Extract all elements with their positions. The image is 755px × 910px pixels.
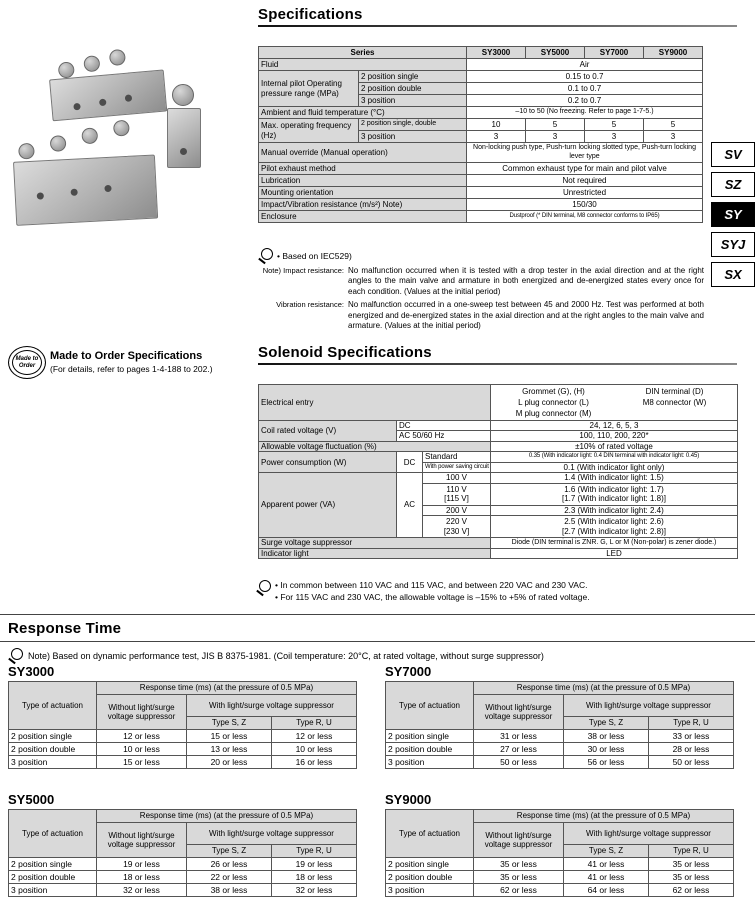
response-table-title: SY5000 xyxy=(8,792,55,807)
sol-label-surge: Surge voltage suppressor xyxy=(259,538,491,548)
rt-header-type: Type of actuation xyxy=(9,682,97,730)
sol-label-power: Power consumption (W) xyxy=(259,452,397,473)
spec-value-ambient: –10 to 50 (No freezing. Refer to page 1-7-5.) xyxy=(467,107,703,119)
electrical-entry-item: DIN terminal (D) xyxy=(645,387,704,396)
rt-header-sz: Type S, Z xyxy=(564,845,649,858)
spec-label-ambient: Ambient and fluid temperature (°C) xyxy=(259,107,467,119)
spec-value: 5 xyxy=(526,119,585,131)
rt-header-without: Without light/surge voltage suppressor xyxy=(97,695,187,730)
sol-sublabel-110v xyxy=(423,483,491,505)
rt-cell: 35 or less xyxy=(649,871,734,884)
sol-label-apparent: Apparent power (VA) xyxy=(259,473,397,538)
side-tab-sv: SV xyxy=(711,142,755,167)
rt-cell: 27 or less xyxy=(474,743,564,756)
rt-cell: 62 or less xyxy=(474,884,564,897)
rt-header-with: With light/surge voltage suppressor xyxy=(564,695,734,717)
rt-header-type: Type of actuation xyxy=(386,682,474,730)
rt-header-main: Response time (ms) (at the pressure of 0.5 MPa) xyxy=(474,682,734,695)
electrical-entry-col2 xyxy=(614,386,735,408)
valve-knob xyxy=(109,49,126,66)
spec-label-mounting: Mounting orientation xyxy=(259,187,467,199)
rt-cell: 50 or less xyxy=(649,756,734,769)
rt-cell: 12 or less xyxy=(97,730,187,743)
response-table xyxy=(385,809,734,897)
heading-rule xyxy=(258,363,737,365)
side-tab-sz: SZ xyxy=(711,172,755,197)
spec-value: 0.15 to 0.7 xyxy=(467,71,703,83)
sol-sublabel-power-saving: With power saving circuit xyxy=(423,462,491,472)
response-block-sy7000 xyxy=(385,664,734,769)
side-tab-sy: SY xyxy=(711,202,755,227)
made-to-order-subtitle: (For details, refer to pages 1-4-188 to 202.) xyxy=(50,364,213,374)
rt-header-main: Response time (ms) (at the pressure of 0.5 MPa) xyxy=(97,810,357,823)
spec-value: 3 xyxy=(526,131,585,143)
spec-header-model: SY9000 xyxy=(644,47,703,59)
rt-cell: 35 or less xyxy=(474,858,564,871)
sol-value-dc: 24, 12, 6, 5, 3 xyxy=(491,421,738,431)
spec-label-frequency: Max. operating frequency (Hz) xyxy=(259,119,359,143)
badge-text: Order xyxy=(18,362,36,369)
voltage-line: [230 V] xyxy=(443,526,470,536)
response-time-band xyxy=(0,614,755,642)
rt-header-ru: Type R, U xyxy=(649,845,734,858)
sol-value-fluctuation: ±10% of rated voltage xyxy=(491,441,738,451)
note-based-on: • Based on IEC529) xyxy=(277,250,352,261)
valve-knob xyxy=(18,143,35,160)
spec-sublabel: 2 position single xyxy=(359,71,467,83)
sol-value-indicator: LED xyxy=(491,548,738,558)
spec-value-enclosure: Dustproof (* DIN terminal, M8 connector conforms to IP65) xyxy=(467,211,703,223)
rt-cell: 20 or less xyxy=(187,756,272,769)
sol-value-220v xyxy=(491,516,738,538)
rt-header-with: With light/surge voltage suppressor xyxy=(564,823,734,845)
rt-cell: 32 or less xyxy=(272,884,357,897)
sol-value-100v: 1.4 (With indicator light: 1.5) xyxy=(491,473,738,483)
rt-row-label: 2 position single xyxy=(386,730,474,743)
sol-value-power-saving: 0.1 (With indicator light only) xyxy=(491,462,738,472)
sol-label-electrical: Electrical entry xyxy=(259,385,491,421)
sol-label-coil: Coil rated voltage (V) xyxy=(259,421,397,442)
sol-sublabel-apparent-ac: AC xyxy=(397,473,423,538)
rt-header-ru: Type R, U xyxy=(649,717,734,730)
electrical-entry-item: M plug connector (M) xyxy=(515,409,592,418)
response-block-sy5000 xyxy=(8,792,357,897)
response-table-title: SY9000 xyxy=(385,792,432,807)
note-impact-label: Note) Impact resistance: xyxy=(262,266,344,275)
sol-value-200v: 2.3 (With indicator light: 2.4) xyxy=(491,505,738,515)
response-table xyxy=(8,809,357,897)
rt-cell: 12 or less xyxy=(272,730,357,743)
rt-header-without: Without light/surge voltage suppressor xyxy=(474,695,564,730)
side-tab-syj: SYJ xyxy=(711,232,755,257)
spec-label-impact: Impact/Vibration resistance (m/s²) Note) xyxy=(259,199,467,211)
solenoid-note: • In common between 110 VAC and 115 VAC, and between 220 VAC and 230 VAC. xyxy=(275,580,588,590)
sol-value-standard: 0.35 (With indicator light: 0.4 DIN terminal with indicator light: 0.45) xyxy=(491,452,738,462)
response-time-note xyxy=(8,648,748,663)
rt-row-label: 2 position single xyxy=(386,858,474,871)
sol-label-indicator: Indicator light xyxy=(259,548,491,558)
spec-value: 150/30 xyxy=(467,199,703,211)
heading-rule xyxy=(258,25,737,27)
spec-label-manual: Manual override (Manual operation) xyxy=(259,143,467,163)
magnifier-icon xyxy=(258,248,274,263)
sol-value-ac: 100, 110, 200, 220* xyxy=(491,431,738,441)
spec-header-model: SY7000 xyxy=(585,47,644,59)
rt-cell: 15 or less xyxy=(187,730,272,743)
valve-knob xyxy=(58,61,75,78)
rt-cell: 41 or less xyxy=(564,871,649,884)
spec-header-model: SY5000 xyxy=(526,47,585,59)
spec-value: Not required xyxy=(467,175,703,187)
product-photos xyxy=(8,42,252,242)
rt-cell: 18 or less xyxy=(97,871,187,884)
specifications-table xyxy=(258,46,703,223)
rt-cell: 19 or less xyxy=(272,858,357,871)
rt-cell: 15 or less xyxy=(97,756,187,769)
electrical-entry-item: M8 connector (W) xyxy=(642,398,707,407)
rt-row-label: 3 position xyxy=(386,884,474,897)
specifications-section-header xyxy=(258,6,737,27)
specifications-heading: Specifications xyxy=(258,6,363,23)
valve-knob xyxy=(113,120,130,137)
spec-value: Common exhaust type for main and pilot valve xyxy=(467,163,703,175)
rt-header-type: Type of actuation xyxy=(9,810,97,858)
spec-value: 5 xyxy=(644,119,703,131)
made-to-order-block xyxy=(50,350,250,374)
side-tab-sx: SX xyxy=(711,262,755,287)
sol-sublabel-200v: 200 V xyxy=(423,505,491,515)
rt-header-with: With light/surge voltage suppressor xyxy=(187,695,357,717)
made-to-order-badge-icon xyxy=(8,346,46,379)
spec-header-series: Series xyxy=(259,47,467,59)
spec-value: 10 xyxy=(467,119,526,131)
rt-row-label: 3 position xyxy=(9,756,97,769)
made-to-order-title: Made to Order Specifications xyxy=(50,350,203,362)
valve-knob xyxy=(50,135,67,152)
spec-value: 0.2 to 0.7 xyxy=(467,95,703,107)
voltage-line: 220 V xyxy=(446,517,467,527)
rt-cell: 31 or less xyxy=(474,730,564,743)
sol-sublabel-ac: AC 50/60 Hz xyxy=(397,431,491,441)
spec-value: 0.1 to 0.7 xyxy=(467,83,703,95)
spec-value: 3 xyxy=(467,131,526,143)
spec-sublabel: 3 position xyxy=(359,131,467,143)
rt-row-label: 2 position double xyxy=(9,871,97,884)
spec-label-lubrication: Lubrication xyxy=(259,175,467,187)
rt-header-sz: Type S, Z xyxy=(564,717,649,730)
valve-body xyxy=(13,154,158,225)
solenoid-section-header xyxy=(258,344,737,365)
note-vibration-text: No malfunction occurred in a one-sweep test between 45 and 2000 Hz. Test was performed at both energized and de-energized states in the axial direction and at the right angles to the main valve and armature. (Values at the initial period) xyxy=(348,300,704,330)
value-line: 1.6 (With indicator light: 1.7) xyxy=(564,484,664,494)
electrical-entry-col1 xyxy=(493,386,614,419)
rt-header-main: Response time (ms) (at the pressure of 0.5 MPa) xyxy=(97,682,357,695)
rt-cell: 18 or less xyxy=(272,871,357,884)
rt-cell: 26 or less xyxy=(187,858,272,871)
rt-row-label: 2 position single xyxy=(9,730,97,743)
spec-label-pilot-exhaust: Pilot exhaust method xyxy=(259,163,467,175)
sol-value-110v xyxy=(491,483,738,505)
rt-cell: 32 or less xyxy=(97,884,187,897)
rt-header-ru: Type R, U xyxy=(272,845,357,858)
response-block-sy3000 xyxy=(8,664,357,769)
rt-header-main: Response time (ms) (at the pressure of 0.5 MPa) xyxy=(474,810,734,823)
magnifier-icon xyxy=(8,648,24,663)
rt-header-without: Without light/surge voltage suppressor xyxy=(474,823,564,858)
solenoid-heading: Solenoid Specifications xyxy=(258,344,432,361)
rt-cell: 41 or less xyxy=(564,858,649,871)
sol-sublabel-dc: DC xyxy=(397,421,491,431)
spec-value: 3 xyxy=(585,131,644,143)
sol-sublabel-power-dc: DC xyxy=(397,452,423,473)
rt-row-label: 2 position double xyxy=(386,871,474,884)
rt-header-sz: Type S, Z xyxy=(187,717,272,730)
response-block-sy9000 xyxy=(385,792,734,897)
sol-label-fluctuation: Allowable voltage fluctuation (%) xyxy=(259,441,491,451)
response-table-title: SY3000 xyxy=(8,664,55,679)
solenoid-notes xyxy=(256,580,738,604)
sol-sublabel-standard: Standard xyxy=(423,452,491,462)
rt-cell: 56 or less xyxy=(564,756,649,769)
rt-row-label: 2 position double xyxy=(9,743,97,756)
spec-label-pressure: Internal pilot Operating pressure range (MPa) xyxy=(259,71,359,107)
response-table xyxy=(8,681,357,769)
note-impact-text: No malfunction occurred when it is tested with a drop tester in the axial direction and at the right angles to the main valve and armature in both energized and de-energized states every once for each condition. (Values at the initial period) xyxy=(348,266,704,296)
rt-cell: 16 or less xyxy=(272,756,357,769)
rt-row-label: 3 position xyxy=(386,756,474,769)
sol-value-electrical xyxy=(491,385,738,421)
rt-cell: 13 or less xyxy=(187,743,272,756)
product-photo-large xyxy=(9,116,167,242)
response-time-heading: Response Time xyxy=(8,619,122,637)
rt-cell: 10 or less xyxy=(97,743,187,756)
rt-cell: 33 or less xyxy=(649,730,734,743)
rt-cell: 10 or less xyxy=(272,743,357,756)
spec-label-enclosure: Enclosure xyxy=(259,211,467,223)
solenoid-note: • For 115 VAC and 230 VAC, the allowable voltage is –15% to +5% of rated voltage. xyxy=(275,591,590,602)
voltage-line: [115 V] xyxy=(444,494,469,504)
rt-cell: 64 or less xyxy=(564,884,649,897)
valve-knob xyxy=(81,127,98,144)
rt-cell: 38 or less xyxy=(187,884,272,897)
valve-knob xyxy=(172,84,194,106)
rt-row-label: 2 position single xyxy=(9,858,97,871)
note-vibration-label: Vibration resistance: xyxy=(276,300,344,310)
spec-value-manual: Non-locking push type, Push-turn locking slotted type, Push-turn locking lever type xyxy=(467,143,703,163)
badge-text: Made to xyxy=(15,356,39,363)
spec-sublabel: 3 position xyxy=(359,95,467,107)
rt-cell: 50 or less xyxy=(474,756,564,769)
value-line: [2.7 (With indicator light: 2.8)] xyxy=(561,526,667,536)
sol-sublabel-100v: 100 V xyxy=(423,473,491,483)
spec-value: 3 xyxy=(644,131,703,143)
voltage-line: 110 V xyxy=(446,484,467,494)
spec-label-fluid: Fluid xyxy=(259,59,467,71)
rt-cell: 62 or less xyxy=(649,884,734,897)
magnifier-icon xyxy=(256,580,272,595)
rt-header-with: With light/surge voltage suppressor xyxy=(187,823,357,845)
response-note-text: Note) Based on dynamic performance test, JIS B 8375-1981. (Coil temperature: 20°C, at rated voltage, without surge suppressor) xyxy=(28,650,544,661)
rt-header-without: Without light/surge voltage suppressor xyxy=(97,823,187,858)
rt-cell: 22 or less xyxy=(187,871,272,884)
rt-header-ru: Type R, U xyxy=(272,717,357,730)
value-line: 2.5 (With indicator light: 2.6) xyxy=(564,517,664,527)
rt-header-sz: Type S, Z xyxy=(187,845,272,858)
sol-value-surge: Diode (DIN terminal is ZNR. G, L or M (Non-polar) is zener diode.) xyxy=(491,538,738,548)
product-photo-small xyxy=(160,82,210,177)
value-line: [1.7 (With indicator light: 1.8)] xyxy=(561,494,667,504)
rt-cell: 28 or less xyxy=(649,743,734,756)
spec-value: Unrestricted xyxy=(467,187,703,199)
rt-cell: 30 or less xyxy=(564,743,649,756)
valve-body xyxy=(167,108,201,168)
rt-row-label: 2 position double xyxy=(386,743,474,756)
spec-header-model: SY3000 xyxy=(467,47,526,59)
specifications-notes xyxy=(258,248,704,331)
valve-port xyxy=(180,148,187,155)
spec-value-fluid: Air xyxy=(467,59,703,71)
rt-header-type: Type of actuation xyxy=(386,810,474,858)
valve-knob xyxy=(83,55,100,72)
rt-cell: 35 or less xyxy=(649,858,734,871)
rt-cell: 38 or less xyxy=(564,730,649,743)
electrical-entry-item: L plug connector (L) xyxy=(518,398,589,407)
electrical-entry-item: Grommet (G), (H) xyxy=(522,387,585,396)
rt-cell: 19 or less xyxy=(97,858,187,871)
response-table-title: SY7000 xyxy=(385,664,432,679)
rt-cell: 35 or less xyxy=(474,871,564,884)
sol-sublabel-220v xyxy=(423,516,491,538)
rt-row-label: 3 position xyxy=(9,884,97,897)
spec-value: 5 xyxy=(585,119,644,131)
spec-sublabel: 2 position double xyxy=(359,83,467,95)
spec-sublabel: 2 position single, double xyxy=(359,119,467,131)
solenoid-table xyxy=(258,384,738,559)
response-table xyxy=(385,681,734,769)
